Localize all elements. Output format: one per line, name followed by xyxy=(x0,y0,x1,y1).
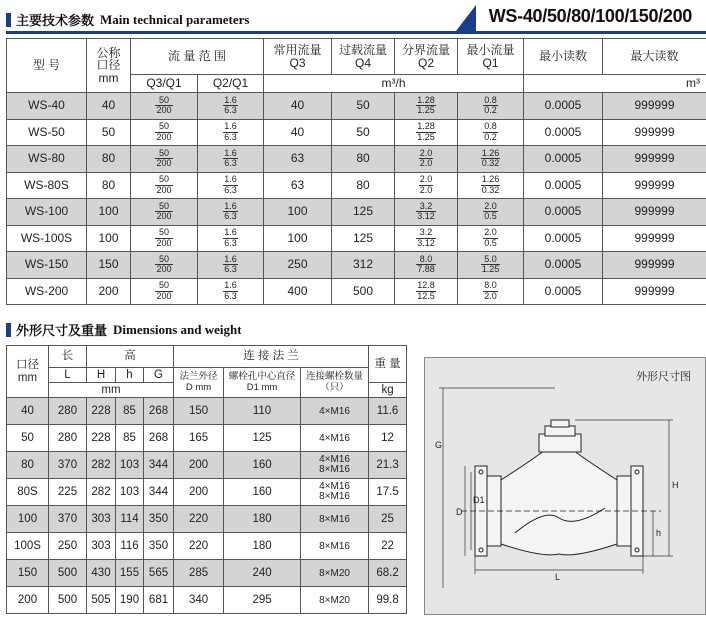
cell-q3: 100 xyxy=(264,199,332,226)
cell-q3q1: $\frac{50}{200}$ xyxy=(131,278,198,305)
header-h: h xyxy=(116,368,144,383)
table-row xyxy=(7,479,407,506)
cell-model: WS-200 xyxy=(7,278,87,305)
cell-flange-od: 340 xyxy=(174,587,224,614)
header-q3q1: Q3/Q1 xyxy=(131,75,198,93)
cell-q1: $\frac{1.26}{0.32}$ xyxy=(458,172,524,199)
cell-dn: 100 xyxy=(87,225,131,252)
cell-q3: 100 xyxy=(264,225,332,252)
cell-H: 303 xyxy=(87,533,116,560)
header-q2q1: Q2/Q1 xyxy=(198,75,264,93)
cell-min-reading: 0.0005 xyxy=(524,146,603,173)
cell-q3: 40 xyxy=(264,93,332,120)
cell-G: 565 xyxy=(144,560,174,587)
table-row xyxy=(7,533,407,560)
dim-h-label: h xyxy=(656,528,662,538)
cell-dn: 80S xyxy=(7,479,49,506)
table-row xyxy=(7,398,407,425)
cell-bolt-circle: 180 xyxy=(224,506,301,533)
table-row xyxy=(7,278,706,305)
technical-parameters-table xyxy=(6,38,706,305)
header-kg: kg xyxy=(369,383,407,398)
section-title-cn: 主要技术参数 xyxy=(16,13,95,28)
dim-D1-label: D1 xyxy=(473,495,485,505)
cell-L: 280 xyxy=(49,425,87,452)
cell-min-reading: 0.0005 xyxy=(524,172,603,199)
cell-h: 85 xyxy=(116,398,144,425)
meter-register xyxy=(539,434,581,452)
cell-L: 500 xyxy=(49,587,87,614)
header-flange: 连 接 法 兰 xyxy=(174,346,369,368)
cell-model: WS-80 xyxy=(7,146,87,173)
table-row xyxy=(7,560,407,587)
cell-L: 225 xyxy=(49,479,87,506)
cell-min-reading: 0.0005 xyxy=(524,252,603,279)
cell-h: 155 xyxy=(116,560,144,587)
header-weight: 重 量 xyxy=(369,346,407,383)
cell-G: 268 xyxy=(144,398,174,425)
cell-q3q1: $\frac{50}{200}$ xyxy=(131,146,198,173)
cell-dn: 50 xyxy=(7,425,49,452)
cell-q3: 63 xyxy=(264,172,332,199)
cell-flange-od: 150 xyxy=(174,398,224,425)
dim-L-label: L xyxy=(555,572,561,582)
table-row xyxy=(7,146,706,173)
cell-flange-od: 165 xyxy=(174,425,224,452)
cell-min-reading: 0.0005 xyxy=(524,278,603,305)
cell-bolts: 8×M16 xyxy=(301,533,369,560)
header-mm: mm xyxy=(49,383,174,398)
cell-dn: 100S xyxy=(7,533,49,560)
cell-q4: 80 xyxy=(332,146,395,173)
cell-q2q1: $\frac{1.6}{6.3}$ xyxy=(198,252,264,279)
section-title-en: Main technical parameters xyxy=(100,11,250,27)
header-flow-range: 流 量 范 围 xyxy=(131,39,264,75)
cell-q2: $\frac{3.2}{3.12}$ xyxy=(395,225,458,252)
cell-dn: 80 xyxy=(7,452,49,479)
cell-bolt-circle: 110 xyxy=(224,398,301,425)
cell-dn: 200 xyxy=(7,587,49,614)
cell-G: 350 xyxy=(144,533,174,560)
cell-q4: 50 xyxy=(332,119,395,146)
cell-q1: $\frac{5.0}{1.25}$ xyxy=(458,252,524,279)
table-row xyxy=(7,252,706,279)
cell-weight: 11.6 xyxy=(369,398,407,425)
cell-h: 190 xyxy=(116,587,144,614)
header-q3: 常用流量 Q3 xyxy=(264,39,332,75)
cell-q3: 40 xyxy=(264,119,332,146)
cell-weight: 22 xyxy=(369,533,407,560)
header-height: 高 xyxy=(87,346,174,368)
header-max-reading: 最大读数 xyxy=(603,39,706,75)
cell-max-reading: 999999 xyxy=(603,252,706,279)
cell-q2: $\frac{3.2}{3.12}$ xyxy=(395,199,458,226)
cell-flange-od: 200 xyxy=(174,452,224,479)
cell-max-reading: 999999 xyxy=(603,93,706,120)
table-row xyxy=(7,452,407,479)
table-row xyxy=(7,119,706,146)
cell-q4: 312 xyxy=(332,252,395,279)
cell-min-reading: 0.0005 xyxy=(524,119,603,146)
banner-divider xyxy=(6,31,706,34)
table-row xyxy=(7,506,407,533)
cell-bolt-circle: 240 xyxy=(224,560,301,587)
cell-weight: 68.2 xyxy=(369,560,407,587)
cell-q3: 250 xyxy=(264,252,332,279)
cell-bolts: 8×M16 xyxy=(301,506,369,533)
cell-q3: 400 xyxy=(264,278,332,305)
section-title-technical xyxy=(6,10,249,29)
cell-q3q1: $\frac{50}{200}$ xyxy=(131,225,198,252)
cell-model: WS-100 xyxy=(7,199,87,226)
cell-q4: 125 xyxy=(332,225,395,252)
cell-weight: 12 xyxy=(369,425,407,452)
cell-bolt-circle: 160 xyxy=(224,479,301,506)
cell-q2q1: $\frac{1.6}{6.3}$ xyxy=(198,93,264,120)
cell-H: 505 xyxy=(87,587,116,614)
cell-q3q1: $\frac{50}{200}$ xyxy=(131,199,198,226)
table-row xyxy=(7,199,706,226)
models-banner: WS-40/50/80/100/150/200 xyxy=(456,2,706,30)
cell-q1: $\frac{1.26}{0.32}$ xyxy=(458,146,524,173)
cell-q1: $\frac{2.0}{0.5}$ xyxy=(458,199,524,226)
header-min-reading: 最小读数 xyxy=(524,39,603,75)
cell-L: 370 xyxy=(49,452,87,479)
header-q2: 分界流量 Q2 xyxy=(395,39,458,75)
cell-dn: 150 xyxy=(7,560,49,587)
header-dn: 公称 口径 mm xyxy=(87,39,131,93)
cell-bolt-circle: 295 xyxy=(224,587,301,614)
cell-dn: 40 xyxy=(87,93,131,120)
cell-weight: 25 xyxy=(369,506,407,533)
cell-q3q1: $\frac{50}{200}$ xyxy=(131,119,198,146)
cell-model: WS-150 xyxy=(7,252,87,279)
cell-q2: $\frac{2.0}{2.0}$ xyxy=(395,172,458,199)
cell-max-reading: 999999 xyxy=(603,199,706,226)
cell-min-reading: 0.0005 xyxy=(524,225,603,252)
cell-weight: 99.8 xyxy=(369,587,407,614)
header-q4: 过载流量 Q4 xyxy=(332,39,395,75)
cell-q2: $\frac{1.28}{1.25}$ xyxy=(395,119,458,146)
dim-H-label: H xyxy=(672,480,679,490)
section-marker xyxy=(6,323,11,337)
header-bolt-count: 连接螺栓数量 （只） xyxy=(301,368,369,398)
header-length: 长 xyxy=(49,346,87,368)
cell-q2q1: $\frac{1.6}{6.3}$ xyxy=(198,146,264,173)
header-unit-reading: m³ xyxy=(524,75,706,93)
cell-q3q1: $\frac{50}{200}$ xyxy=(131,172,198,199)
header-bolt-circle: 螺栓孔中心直径 D1 mm xyxy=(224,368,301,398)
cell-bolts: 4×M16 xyxy=(301,425,369,452)
cell-flange-od: 220 xyxy=(174,506,224,533)
cell-q4: 125 xyxy=(332,199,395,226)
cell-H: 228 xyxy=(87,398,116,425)
cell-q4: 80 xyxy=(332,172,395,199)
cell-bolts: 8×M20 xyxy=(301,560,369,587)
cell-max-reading: 999999 xyxy=(603,225,706,252)
cell-L: 500 xyxy=(49,560,87,587)
header-unit-flow: m³/h xyxy=(264,75,524,93)
dimensions-table xyxy=(6,345,407,614)
dimension-drawing xyxy=(424,357,706,615)
cell-max-reading: 999999 xyxy=(603,119,706,146)
cell-bolt-circle: 180 xyxy=(224,533,301,560)
cell-dn: 80 xyxy=(87,172,131,199)
cell-H: 228 xyxy=(87,425,116,452)
cell-G: 344 xyxy=(144,479,174,506)
cell-max-reading: 999999 xyxy=(603,172,706,199)
cell-H: 430 xyxy=(87,560,116,587)
cell-L: 280 xyxy=(49,398,87,425)
cell-q2q1: $\frac{1.6}{6.3}$ xyxy=(198,172,264,199)
cell-bolt-circle: 125 xyxy=(224,425,301,452)
section-title-cn: 外形尺寸及重量 xyxy=(16,323,108,338)
cell-q4: 500 xyxy=(332,278,395,305)
header-G: G xyxy=(144,368,174,383)
table-row xyxy=(7,425,407,452)
table-row xyxy=(7,225,706,252)
cell-q2q1: $\frac{1.6}{6.3}$ xyxy=(198,199,264,226)
cell-L: 250 xyxy=(49,533,87,560)
section-marker xyxy=(6,13,11,27)
cell-q3q1: $\frac{50}{200}$ xyxy=(131,93,198,120)
cell-dn: 40 xyxy=(7,398,49,425)
cell-bolts: 4×M16 8×M16 xyxy=(301,452,369,479)
cell-flange-od: 220 xyxy=(174,533,224,560)
cell-q3q1: $\frac{50}{200}$ xyxy=(131,252,198,279)
cell-h: 114 xyxy=(116,506,144,533)
cell-weight: 21.3 xyxy=(369,452,407,479)
cell-flange-od: 200 xyxy=(174,479,224,506)
cell-q1: $\frac{8.0}{2.0}$ xyxy=(458,278,524,305)
header-H: H xyxy=(87,368,116,383)
cell-max-reading: 999999 xyxy=(603,146,706,173)
cell-dn: 200 xyxy=(87,278,131,305)
header-L: L xyxy=(49,368,87,383)
water-meter-drawing xyxy=(425,358,706,616)
cell-model: WS-100S xyxy=(7,225,87,252)
cell-q2: $\frac{8.0}{7.88}$ xyxy=(395,252,458,279)
cell-q3: 63 xyxy=(264,146,332,173)
cell-dn: 150 xyxy=(87,252,131,279)
header-flange-od: 法兰外径 D mm xyxy=(174,368,224,398)
dim-D-label: D xyxy=(456,507,463,517)
cell-q2: $\frac{12.8}{12.5}$ xyxy=(395,278,458,305)
table-row xyxy=(7,587,407,614)
cell-model: WS-50 xyxy=(7,119,87,146)
cell-q2: $\frac{2.0}{2.0}$ xyxy=(395,146,458,173)
cell-G: 350 xyxy=(144,506,174,533)
cell-flange-od: 285 xyxy=(174,560,224,587)
cell-H: 282 xyxy=(87,479,116,506)
cell-q4: 50 xyxy=(332,93,395,120)
cell-H: 303 xyxy=(87,506,116,533)
cell-G: 344 xyxy=(144,452,174,479)
cell-dn: 100 xyxy=(87,199,131,226)
table-row xyxy=(7,93,706,120)
cell-h: 85 xyxy=(116,425,144,452)
cell-dn: 100 xyxy=(7,506,49,533)
cell-q2q1: $\frac{1.6}{6.3}$ xyxy=(198,278,264,305)
cell-weight: 17.5 xyxy=(369,479,407,506)
cell-q2q1: $\frac{1.6}{6.3}$ xyxy=(198,119,264,146)
cell-min-reading: 0.0005 xyxy=(524,93,603,120)
cell-h: 103 xyxy=(116,479,144,506)
section-title-dimensions xyxy=(6,320,242,339)
cell-model: WS-40 xyxy=(7,93,87,120)
header-model: 型 号 xyxy=(7,39,87,93)
cell-bolts: 4×M16 xyxy=(301,398,369,425)
cell-q2: $\frac{1.28}{1.25}$ xyxy=(395,93,458,120)
cell-bolts: 8×M20 xyxy=(301,587,369,614)
cell-h: 103 xyxy=(116,452,144,479)
table-row xyxy=(7,172,706,199)
cell-max-reading: 999999 xyxy=(603,278,706,305)
cell-L: 370 xyxy=(49,506,87,533)
cell-H: 282 xyxy=(87,452,116,479)
cell-q1: $\frac{0.8}{0.2}$ xyxy=(458,93,524,120)
cell-h: 116 xyxy=(116,533,144,560)
meter-body xyxy=(501,450,617,555)
cell-q2q1: $\frac{1.6}{6.3}$ xyxy=(198,225,264,252)
dim-G-label: G xyxy=(435,440,443,450)
cell-q1: $\frac{2.0}{0.5}$ xyxy=(458,225,524,252)
cell-min-reading: 0.0005 xyxy=(524,199,603,226)
header-dn: 口径 mm xyxy=(7,346,49,398)
header-q1: 最小流量 Q1 xyxy=(458,39,524,75)
cell-bolts: 4×M16 8×M16 xyxy=(301,479,369,506)
cell-dn: 50 xyxy=(87,119,131,146)
cell-bolt-circle: 160 xyxy=(224,452,301,479)
cell-dn: 80 xyxy=(87,146,131,173)
drawing-label: 外形尺寸图 xyxy=(636,371,691,383)
cell-G: 681 xyxy=(144,587,174,614)
cell-G: 268 xyxy=(144,425,174,452)
cell-q1: $\frac{0.8}{0.2}$ xyxy=(458,119,524,146)
cell-model: WS-80S xyxy=(7,172,87,199)
section-title-en: Dimensions and weight xyxy=(113,321,242,337)
